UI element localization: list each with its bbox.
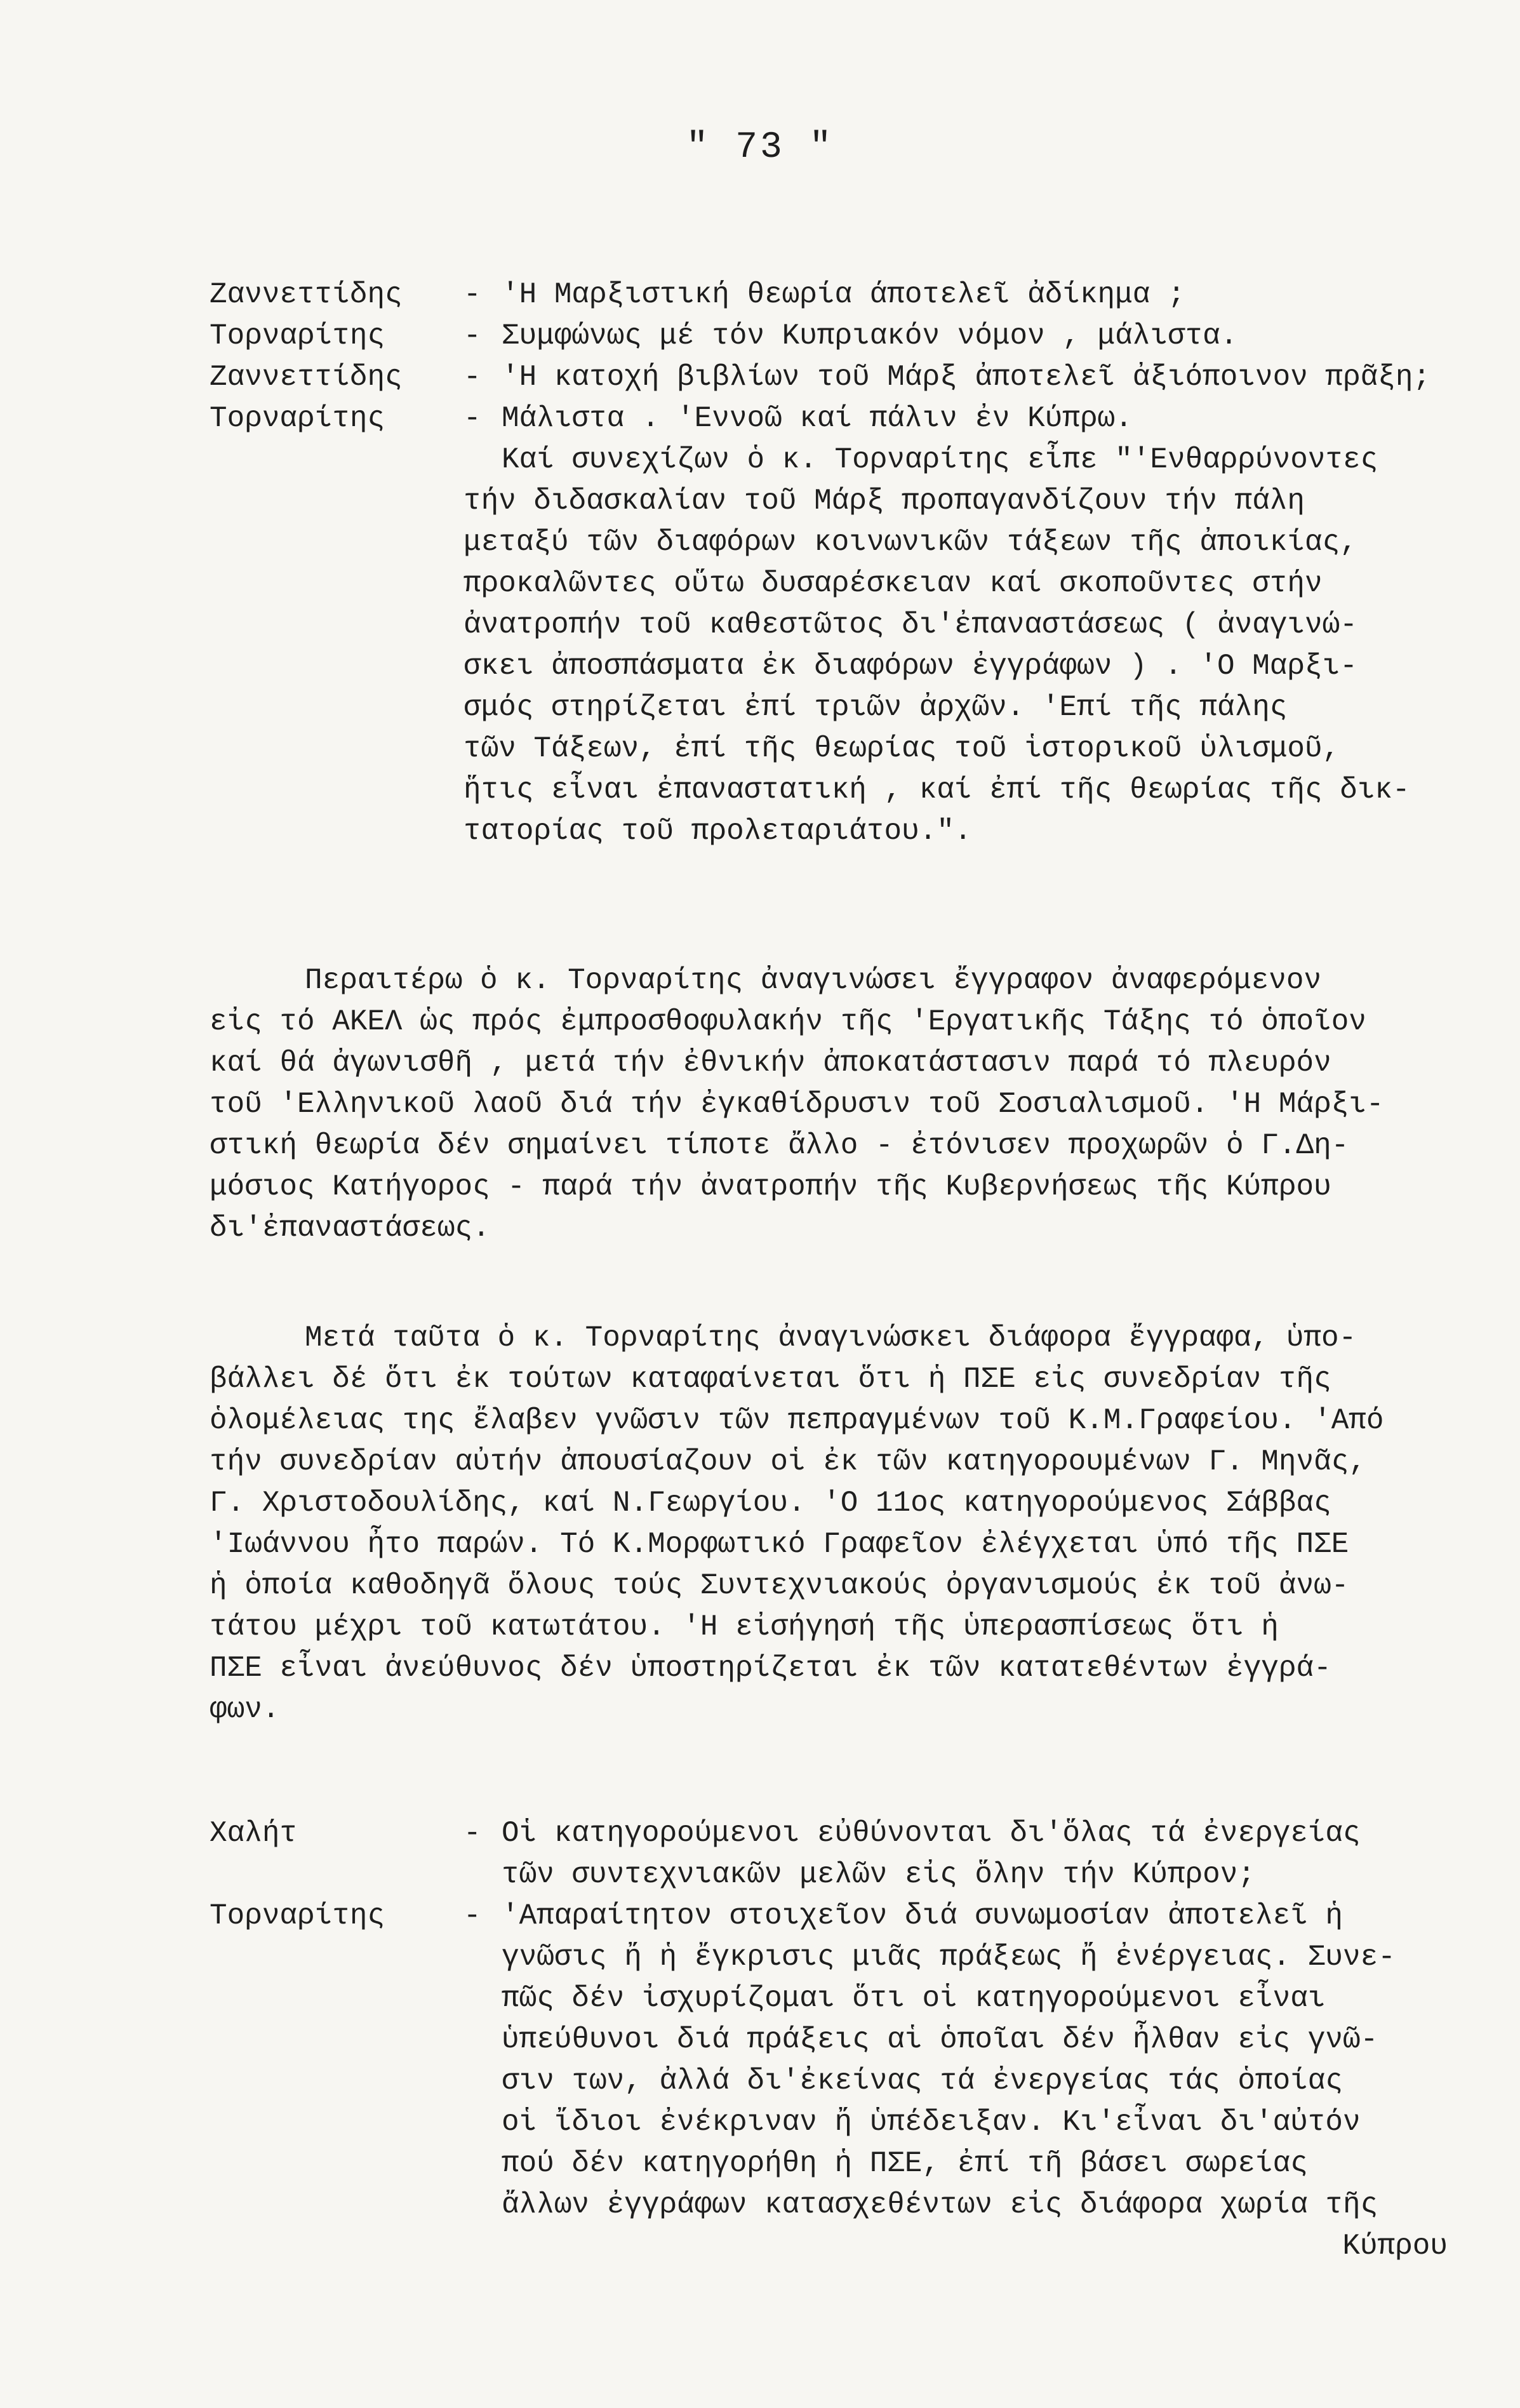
dialogue-line — [210, 316, 1473, 357]
dialogue-continuation: ὑπεύθυνοι διά πράξεις αἱ ὁποῖαι δέν ἦλθαν εἰς γνῶ- — [502, 2023, 1378, 2056]
quote-line: μεταξύ τῶν διαφόρων κοινωνικῶν τάξεων τῆς ἀποικίας, — [463, 526, 1357, 559]
quote-line: προκαλῶντες οὕτω δυσαρέσκειαν καί σκοποῦντες στήν — [463, 567, 1323, 600]
quote-line: τήν διδασκαλίαν τοῦ Μάρξ προπαγανδίζουν τήν πάλη — [463, 485, 1305, 518]
dialogue-bottom — [210, 1813, 1473, 2267]
dialogue-continuation: οἱ ἴδιοι ἐνέκριναν ἤ ὑπέδειξαν. Κι'εἶναι δι'αὐτόν — [502, 2106, 1361, 2139]
dialogue-text: Μάλιστα . 'Εννοῶ καί πάλιν ἐν Κύπρω. — [502, 402, 1133, 435]
speaker-name: Ζαννεττίδης — [210, 278, 403, 311]
speaker-name: Τορναρίτης — [210, 319, 385, 352]
quote-line: σκει ἀποσπάσματα ἐκ διαφόρων ἐγγράφων ) . 'Ο Μαρξι- — [463, 650, 1357, 683]
dialogue-text: Συμφώνως μέ τόν Κυπριακόν νόμον , μάλιστα. — [502, 319, 1238, 352]
dialogue-line — [210, 274, 1473, 316]
paragraph-line: φων. — [210, 1693, 280, 1726]
quote-line: Καί συνεχίζων ὁ κ. Τορναρίτης εἶπε "'Ενθαρρύνοντες — [502, 443, 1378, 476]
speaker-name: Τορναρίτης — [210, 402, 385, 435]
quote-line: ἀνατροπήν τοῦ καθεστῶτος δι'ἐπαναστάσεως ( ἀναγινώ- — [463, 608, 1357, 641]
paragraph-line: τήν συνεδρίαν αὐτήν ἀπουσίαζουν οἱ ἐκ τῶν κατηγορουμένων Γ. Μηνᾶς, — [210, 1445, 1366, 1478]
paragraph-line: καί θά ἀγωνισθῆ , μετά τήν ἐθνικήν ἀποκατάστασιν παρά τό πλευρόν — [210, 1047, 1331, 1080]
quote-block — [210, 439, 1473, 852]
dialogue-text: 'Η κατοχή βιβλίων τοῦ Μάρξ ἀποτελεῖ ἀξιόποινον πρᾶξη; — [502, 361, 1431, 394]
dash: - — [463, 361, 481, 394]
paragraph-line: μόσιος Κατήγορος - παρά τήν ἀνατροπήν τῆς Κυβερνήσεως τῆς Κύπρου — [210, 1170, 1331, 1203]
paragraph-line: 'Ιωάννου ἦτο παρών. Τό Κ.Μορφωτικό Γραφεῖον ἐλέγχεται ὑπό τῆς ΠΣΕ — [210, 1528, 1349, 1561]
paragraph-line: ἡ ὁποία καθοδηγᾶ ὅλους τούς Συντεχνιακούς ὀργανισμούς ἐκ τοῦ ἀνω- — [210, 1569, 1349, 1602]
last-line: Κύπρου — [1342, 2230, 1448, 2263]
dialogue-text: 'Η Μαρξιστική θεωρία άποτελεῖ ἀδίκημα ; — [502, 278, 1185, 311]
speaker-name: Χαλήτ — [210, 1817, 298, 1850]
paragraph-line: τοῦ 'Ελληνικοῦ λαοῦ διά τήν ἐγκαθίδρυσιν τοῦ Σοσιαλισμοῦ. 'Η Μάρξι- — [210, 1088, 1384, 1121]
speaker-name: Τορναρίτης — [210, 1899, 385, 1932]
dash: - — [463, 1817, 481, 1850]
paragraph-line: Μετά ταῦτα ὁ κ. Τορναρίτης ἀναγινώσκει διάφορα ἔγγραφα, ὑπο- — [305, 1321, 1357, 1354]
dialogue-line — [210, 357, 1473, 398]
dialogue-line — [210, 398, 1473, 439]
dialogue-top — [210, 274, 1473, 852]
dash: - — [463, 402, 481, 435]
paragraph-line: εἰς τό ΑΚΕΛ ὡς πρός ἐμπροσθοφυλακήν τῆς 'Εργατικῆς Τάξης τό ὁποῖον — [210, 1005, 1366, 1038]
quote-line: σμός στηρίζεται ἐπί τριῶν ἀρχῶν. 'Επί τῆς πάλης — [463, 691, 1288, 724]
dialogue-line — [210, 1896, 1473, 1937]
paragraph-line: τάτου μέχρι τοῦ κατωτάτου. 'Η εἰσήγησή τῆς ὑπερασπίσεως ὅτι ἡ — [210, 1610, 1279, 1643]
dialogue-continuation: τῶν συντεχνιακῶν μελῶν εἰς ὅλην τήν Κύπρον; — [502, 1858, 1255, 1891]
paragraph-line: Γ. Χριστοδουλίδης, καί Ν.Γεωργίου. 'Ο 11ος κατηγορούμενος Σάββας — [210, 1487, 1331, 1520]
quote-line: ἥτις εἶναι ἐπαναστατική , καί ἐπί τῆς θεωρίας τῆς δικ- — [463, 773, 1410, 806]
dialogue-continuation: γνῶσις ἤ ἡ ἔγκρισις μιᾶς πράξεως ἤ ἐνέργειας. Συνε- — [502, 1941, 1396, 1974]
paragraph-line: δι'ἐπαναστάσεως. — [210, 1212, 490, 1245]
dialogue-text: Οἱ κατηγορούμενοι εὐθύνονται δι'ὅλας τά ἐνεργείας — [502, 1817, 1361, 1850]
dialogue-text: 'Απαραίτητον στοιχεῖον διά συνωμοσίαν ἀποτελεῖ ἡ — [502, 1899, 1343, 1932]
dialogue-continuation: πῶς δέν ἰσχυρίζομαι ὅτι οἱ κατηγορούμενοι εἶναι — [502, 1982, 1326, 2015]
quote-line: τατορίας τοῦ προλεταριάτου.". — [463, 815, 972, 848]
paragraph-line: βάλλει δέ ὅτι ἐκ τούτων καταφαίνεται ὅτι ἡ ΠΣΕ εἰς συνεδρίαν τῆς — [210, 1363, 1331, 1396]
paragraph-line: ὁλομέλειας της ἔλαβεν γνῶσιν τῶν πεπραγμένων τοῦ Κ.Μ.Γραφείου. 'Από — [210, 1404, 1384, 1437]
paragraph-1 — [210, 960, 1473, 1249]
paragraph-2 — [210, 1318, 1473, 1730]
speaker-name: Ζαννεττίδης — [210, 361, 403, 394]
dash: - — [463, 319, 481, 352]
quote-line: τῶν Τάξεων, ἐπί τῆς θεωρίας τοῦ ἱστορικοῦ ὑλισμοῦ, — [463, 732, 1340, 765]
page-number: " 73 " — [686, 127, 834, 168]
dialogue-continuation: σιν των, ἀλλά δι'ἐκείνας τά ἐνεργείας τάς ὁποίας — [502, 2064, 1343, 2097]
dash: - — [463, 278, 481, 311]
paragraph-line: στική θεωρία δέν σημαίνει τίποτε ἄλλο - ἐτόνισεν προχωρῶν ὁ Γ.Δη- — [210, 1129, 1349, 1162]
dash: - — [463, 1899, 481, 1932]
dialogue-continuation: ἄλλων ἐγγράφων κατασχεθέντων εἰς διάφορα χωρία τῆς — [502, 2188, 1378, 2221]
paragraph-line: ΠΣΕ εἶναι ἀνεύθυνος δέν ὑποστηρίζεται ἐκ τῶν κατατεθέντων ἐγγρά- — [210, 1652, 1331, 1685]
dialogue-continuation: πού δέν κατηγορήθη ἡ ΠΣΕ, ἐπί τῆ βάσει σωρείας — [502, 2147, 1308, 2180]
paragraph-line: Περαιτέρω ὁ κ. Τορναρίτης ἀναγινώσει ἔγγραφον ἀναφερόμενον — [305, 964, 1322, 997]
dialogue-line — [210, 1813, 1473, 1854]
